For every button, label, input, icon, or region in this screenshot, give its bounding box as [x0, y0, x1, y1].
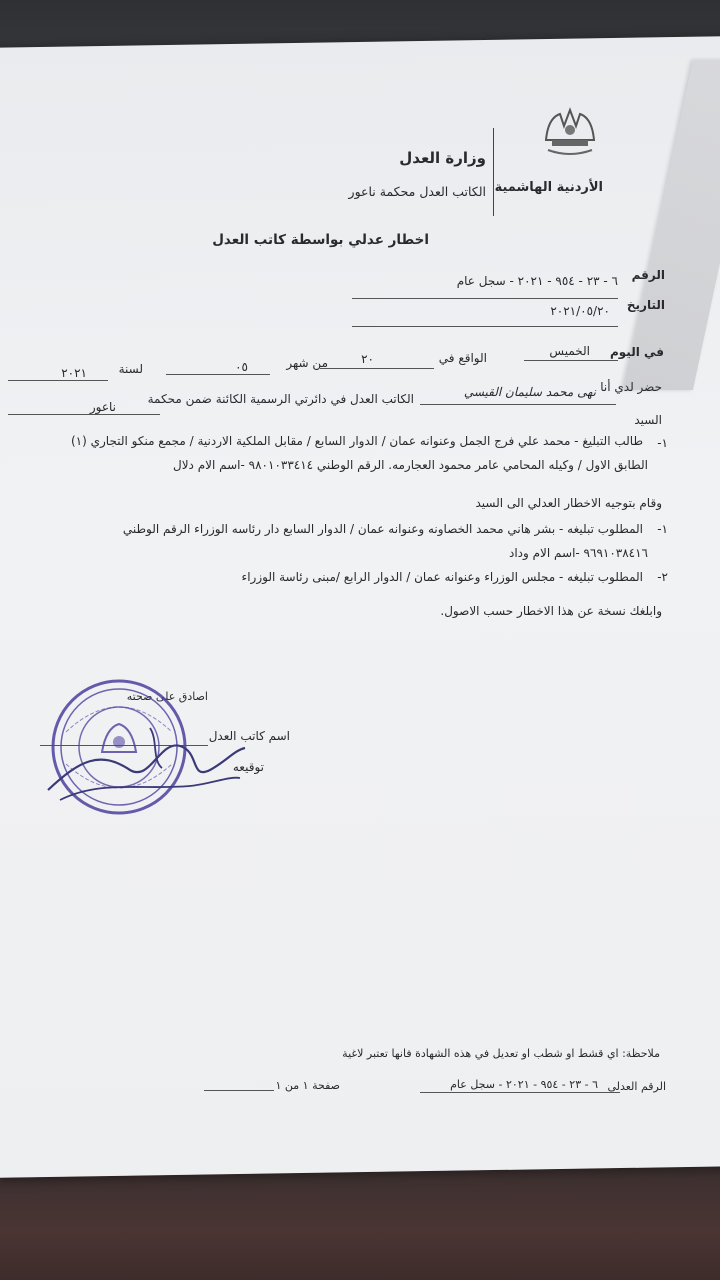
- year-value: ٢٠٢١: [61, 366, 87, 380]
- handwritten-signature: [40, 720, 250, 810]
- recipient-1-line1: المطلوب تبليغه - بشر هاني محمد الخصاونه وعنوانه عمان / الدوار السابع دار رئاسه الوزراء الرقم الوطني: [122, 522, 643, 536]
- page-underline: [204, 1090, 274, 1091]
- date-underline: [352, 326, 618, 327]
- signature-label: توقيعه: [232, 760, 264, 774]
- page-number: صفحة ١ من ١: [275, 1079, 340, 1092]
- crest-logo: [540, 100, 598, 160]
- notary-name: نهى محمد سليمان القيسي: [463, 385, 596, 399]
- day-label: في اليوم: [609, 345, 664, 359]
- number-value: ٦ - ٢٣ - ٩٥٤ - ٢٠٢١ - سجل عام: [456, 274, 618, 288]
- recipient-1-num: ١-: [657, 522, 668, 536]
- notary-name-label: اسم كاتب العدل: [208, 729, 290, 743]
- presence-prefix: حضر لدي أنا: [600, 380, 662, 394]
- kingdom-name: الأردنية الهاشمية: [494, 180, 603, 195]
- date-label: التاريخ: [626, 298, 665, 312]
- footer-num-value: ٦ - ٢٣ - ٩٥٤ - ٢٠٢١ - سجل عام: [450, 1078, 598, 1091]
- requester-num: ١-: [657, 436, 668, 450]
- court-name: ناعور: [89, 400, 116, 414]
- recipient-2-num: ٢-: [657, 570, 668, 584]
- date-value: ٢٠٢١/٠٥/٢٠: [550, 304, 610, 318]
- sayyid-label: السيد: [634, 413, 662, 427]
- month-value: ٠٥: [235, 360, 248, 374]
- date-day: ٢٠: [361, 352, 374, 366]
- year-underline: [8, 380, 108, 381]
- number-underline: [352, 298, 618, 299]
- requester-line2: الطابق الاول / وكيله المحامي عامر محمود العجارمه. الرقم الوطني ٩٨٠١٠٣٣٤١٤ -اسم الام دلال: [172, 458, 648, 472]
- year-label: لسنة: [118, 362, 143, 376]
- copy-note: وابلغك نسخة عن هذا الاخطار حسب الاصول.: [440, 604, 662, 618]
- direction-text: وقام بتوجيه الاخطار العدلي الى السيد: [475, 496, 662, 510]
- footer-note: ملاحظة: اي قشط او شطب او تعديل في هذه الشهادة فانها تعتبر لاغية: [342, 1047, 660, 1060]
- ministry-name: وزارة العدل: [399, 149, 486, 167]
- office-name: الكاتب العدل محكمة ناعور: [348, 184, 486, 199]
- on-label: الواقع في: [438, 351, 487, 365]
- day-value: الخميس: [549, 344, 590, 358]
- requester-line1: طالب التبليغ - محمد علي فرج الجمل وعنوانه عمان / الدوار السابع / مقابل الملكية الاردنية / مجمع منكو التجاري (١): [70, 434, 643, 448]
- month-label: من شهر: [286, 356, 328, 370]
- document-title: اخطار عدلي بواسطة كاتب العدل: [212, 232, 429, 248]
- court-underline: [8, 414, 160, 415]
- month-underline: [166, 374, 270, 375]
- presence-suffix: الكاتب العدل في دائرتي الرسمية الكائنة ضمن محكمة: [147, 392, 414, 406]
- day-underline: [524, 360, 618, 361]
- recipient-1-line2: ٩٦٩١٠٣٨٤١٦ -اسم الام وداد: [508, 546, 648, 560]
- number-label: الرقم: [631, 268, 665, 282]
- recipient-2-line1: المطلوب تبليغه - مجلس الوزراء وعنوانه عمان / الدوار الرابع /مبنى رئاسة الوزراء: [241, 570, 643, 584]
- notary-underline: [420, 404, 616, 405]
- footer-num-label: الرقم العدلي: [607, 1080, 666, 1093]
- date-day-underline: [320, 368, 434, 369]
- header-divider: [493, 128, 494, 216]
- certify-label: اصادق على صحته: [126, 690, 208, 703]
- footer-num-underline: [420, 1092, 620, 1093]
